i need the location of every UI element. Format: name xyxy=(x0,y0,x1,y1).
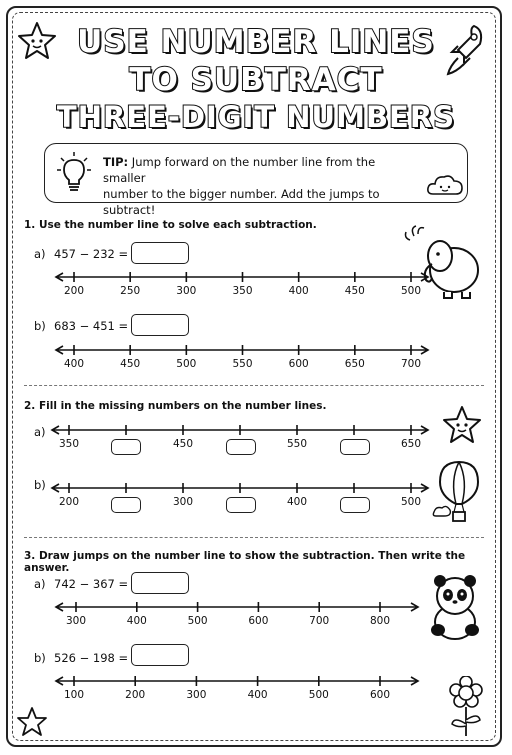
s2b-tick-label: 400 xyxy=(286,496,308,508)
s1b-label: b) xyxy=(34,319,46,333)
s1b-tick-label: 650 xyxy=(344,358,365,370)
s2b-tick-label: 300 xyxy=(172,496,194,508)
s1b-tick-label: 550 xyxy=(232,358,253,370)
s3b-problem: 526 − 198 = xyxy=(54,651,129,665)
s2a-tick-label: 550 xyxy=(286,438,308,450)
s3b-tick-label: 400 xyxy=(247,689,268,701)
s3b-label: b) xyxy=(34,651,46,665)
s2b-label: b) xyxy=(34,478,46,492)
s3a-label: a) xyxy=(34,577,46,591)
section-3-heading: 3. Draw jumps on the number line to show the subtraction. Then write the answer. xyxy=(24,550,466,574)
s1a-tick-label: 250 xyxy=(120,285,141,297)
s1b-tick-label: 400 xyxy=(63,358,85,370)
s3a-problem: 742 − 367 = xyxy=(54,577,129,591)
s1a-tick-label: 450 xyxy=(344,285,365,297)
s1b-tick-label: 600 xyxy=(288,358,309,370)
s3a-tick-label: 400 xyxy=(126,615,147,627)
tip-line-2: number to the bigger number. Add the jumps to subtract! xyxy=(103,187,380,217)
s1a-tick-label: 350 xyxy=(232,285,253,297)
section-1-heading: 1. Use the number line to solve each subtraction. xyxy=(24,219,317,231)
s1a-tick-label: 200 xyxy=(63,285,85,297)
title-line-1: USE NUMBER LINES xyxy=(77,24,435,60)
s3b-tick-label: 100 xyxy=(63,689,85,701)
s2a-label: a) xyxy=(34,425,46,439)
s3b-tick-label: 500 xyxy=(308,689,329,701)
s2b-tick-label: 500 xyxy=(400,496,422,508)
s3b-tick-label: 600 xyxy=(369,689,391,701)
section-2-heading: 2. Fill in the missing numbers on the number lines. xyxy=(24,400,327,412)
s1a-label: a) xyxy=(34,247,46,261)
s3a-tick-label: 700 xyxy=(309,615,330,627)
s2b-tick-label: 200 xyxy=(58,496,80,508)
s3a-tick-label: 500 xyxy=(187,615,208,627)
title-line-3: THREE-DIGIT NUMBERS xyxy=(56,100,456,134)
s3a-tick-label: 300 xyxy=(65,615,87,627)
s1a-tick-label: 500 xyxy=(400,285,422,297)
s1b-tick-label: 500 xyxy=(176,358,197,370)
s1b-tick-label: 450 xyxy=(120,358,141,370)
s3b-tick-label: 300 xyxy=(186,689,207,701)
s1b-problem: 683 − 451 = xyxy=(54,319,129,333)
s3b-tick-label: 200 xyxy=(125,689,146,701)
s1a-tick-label: 400 xyxy=(288,285,309,297)
s2a-tick-label: 650 xyxy=(400,438,422,450)
s2a-tick-label: 450 xyxy=(172,438,194,450)
tip-label: TIP: xyxy=(103,155,129,169)
tip-line-1: Jump forward on the number line from the smaller xyxy=(103,155,376,185)
s1b-tick-label: 700 xyxy=(400,358,422,370)
s1a-tick-label: 300 xyxy=(176,285,197,297)
s3a-tick-label: 600 xyxy=(248,615,269,627)
s1a-problem: 457 − 232 = xyxy=(54,247,129,261)
s3a-tick-label: 800 xyxy=(369,615,391,627)
s2a-tick-label: 350 xyxy=(58,438,80,450)
title-line-2: TO SUBTRACT xyxy=(129,62,383,98)
